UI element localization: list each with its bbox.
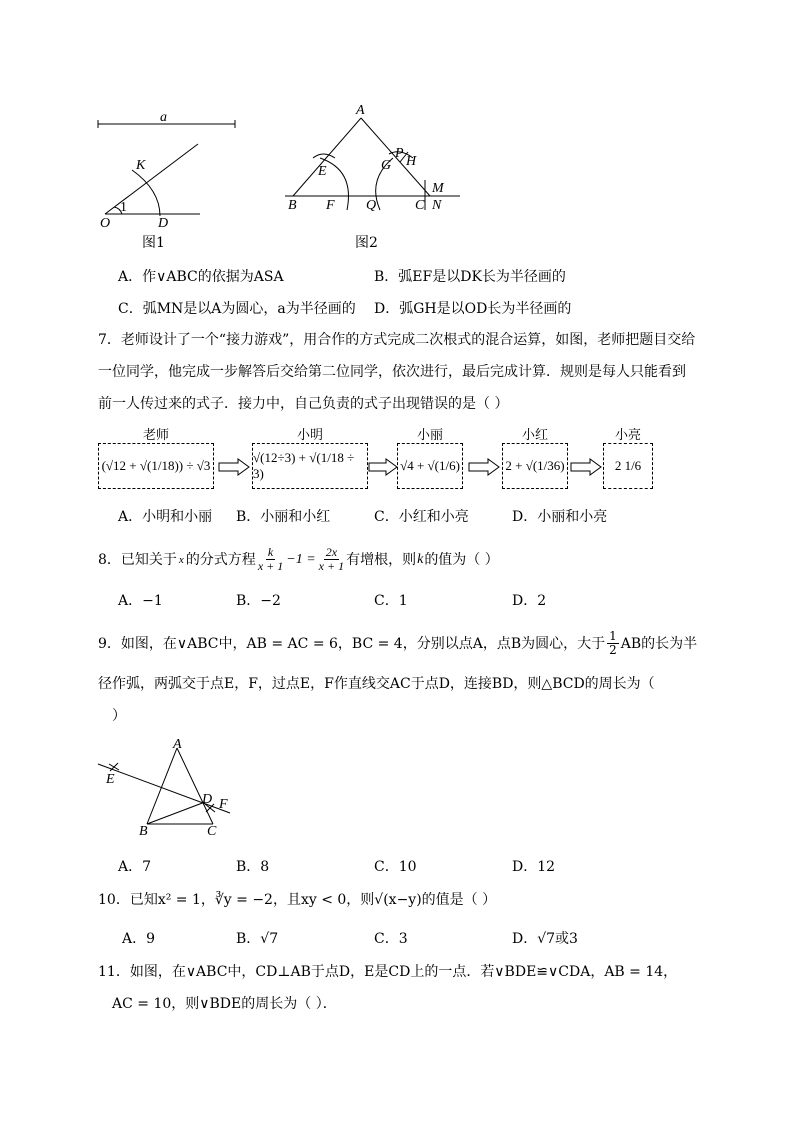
fig1-label-1: 1 (120, 200, 127, 215)
arrow-icon (218, 458, 250, 476)
q6-option-d: D．弧GH是以OD长为半径画的 (374, 301, 572, 317)
figure-q9-triangle (95, 740, 240, 835)
q9-line-2: 径作弧，两弧交于点E，F，过点E，F作直线交AC于点D，连接BD，则△BCD的周长为（ (98, 676, 655, 692)
fig2-label-f: F (326, 198, 335, 213)
fig2-label-p: P (395, 146, 404, 161)
fig2-label-e: E (318, 164, 327, 179)
q8-option-c: C．1 (374, 593, 408, 609)
relay-box-xiaohong: 2 + √(1/36) (502, 443, 568, 489)
q10-option-a: A．9 (122, 931, 156, 947)
fig1-caption: 图1 (142, 235, 165, 251)
q9-option-a: A．7 (118, 859, 152, 875)
q7-line-3: 前一人传过来的式子．接力中，自己负责的式子出现错误的是（ ） (98, 396, 509, 412)
q9-line-3: ） (112, 708, 126, 724)
q9-label-d: D (202, 792, 213, 807)
q7-option-a: A．小明和小丽 (118, 509, 213, 525)
q10-option-b: B．√7 (236, 931, 279, 947)
q8-stem: 8．已知关于 x 的分式方程 $\frac{k}{x + 1}$ −1 = $\frac{2x}{x + 1}$ 有增根，则 k 的值为（ ） (98, 545, 499, 573)
fig2-label-q: Q (366, 198, 377, 213)
q11-line-2: AC = 10，则∨BDE的周长为（ ）． (112, 996, 337, 1012)
relay-box-teacher: (√12 + √(1/18)) ÷ √3 (98, 443, 214, 489)
fig1-label-o: O (100, 216, 111, 231)
figure-2 (285, 100, 475, 230)
fig2-label-g: G (381, 158, 392, 173)
figure-1 (90, 110, 250, 250)
fig2-label-h: H (406, 154, 417, 169)
relay-box-xiaoliang: 2 1/6 (603, 443, 653, 489)
fig2-label-b: B (288, 198, 297, 213)
q7-line-2: 一位同学，他完成一步解答后交给第二位同学，依次进行，最后完成计算．规则是每人只能看到 (98, 364, 686, 380)
one-half: $\frac{1}{2}$ (609, 629, 617, 657)
q6-option-b: B．弧EF是以DK长为半径画的 (374, 269, 566, 285)
q8-option-b: B．−2 (236, 593, 281, 609)
q10-option-c: C．3 (374, 931, 408, 947)
arrow-icon (468, 458, 500, 476)
fig1-label-d: D (158, 216, 169, 231)
q9-label-b: B (139, 824, 148, 839)
relay-label-xiaoming: 小明 (296, 428, 323, 443)
q8-equation: $\frac{k}{x + 1}$ −1 = $\frac{2x}{x + 1}$ (257, 545, 345, 573)
relay-box-xiaoli: √4 + √(1/6) (397, 443, 463, 489)
arrow-icon (368, 458, 398, 476)
q7-option-d: D．小丽和小亮 (512, 509, 608, 525)
q9-option-c: C．10 (374, 859, 417, 875)
fig2-label-c: C (415, 198, 425, 213)
q9-option-d: D．12 (512, 859, 556, 875)
q10-option-d: D．√7或3 (512, 931, 578, 947)
q9-label-f: F (219, 797, 228, 812)
q7-option-c: C．小红和小亮 (374, 509, 469, 525)
q7-option-b: B．小丽和小红 (236, 509, 331, 525)
relay-label-xiaohong: 小红 (521, 428, 548, 443)
q9-label-a: A (173, 737, 182, 752)
q8-option-a: A．−1 (118, 593, 163, 609)
q9-option-b: B．8 (236, 859, 270, 875)
fig2-caption: 图2 (355, 235, 378, 251)
arrow-icon (570, 458, 602, 476)
q11-line-1: 11．如图，在∨ABC中，CD⊥AB于点D，E是CD上的一点．若∨BDE≌∨CDA，AB = 14， (98, 964, 678, 980)
relay-box-xiaoming: √(12÷3) + √(1/18 ÷ 3) (252, 443, 368, 489)
relay-label-xiaoliang: 小亮 (614, 428, 641, 443)
q8-option-d: D．2 (512, 593, 547, 609)
q6-option-a: A．作∨ABC的依据为ASA (118, 269, 284, 285)
fig2-label-m: M (432, 181, 444, 196)
q9-label-e: E (106, 772, 115, 787)
q10-stem: 10．已知x² = 1，∛y = −2，且xy < 0，则√(x−y)的值是（ ） (98, 892, 497, 908)
segment-label-a: a (160, 110, 167, 125)
q9-label-c: C (207, 824, 217, 839)
fig2-label-a: A (356, 103, 365, 118)
fig2-label-n: N (432, 198, 442, 213)
q9-line-1: 9．如图，在∨ABC中，AB = AC = 6，BC = 4，分别以点A，点B为圆心，大于 $\frac{1}{2}$ AB的长为半 (98, 629, 698, 657)
q6-option-c: C．弧MN是以A为圆心，a为半径画的 (118, 301, 356, 317)
fig1-label-k: K (136, 158, 146, 173)
relay-label-teacher: 老师 (142, 428, 169, 443)
relay-label-xiaoli: 小丽 (416, 428, 443, 443)
q7-line-1: 7．老师设计了一个“接力游戏”，用合作的方式完成二次根式的混合运算，如图，老师把题目交给 (98, 332, 696, 348)
